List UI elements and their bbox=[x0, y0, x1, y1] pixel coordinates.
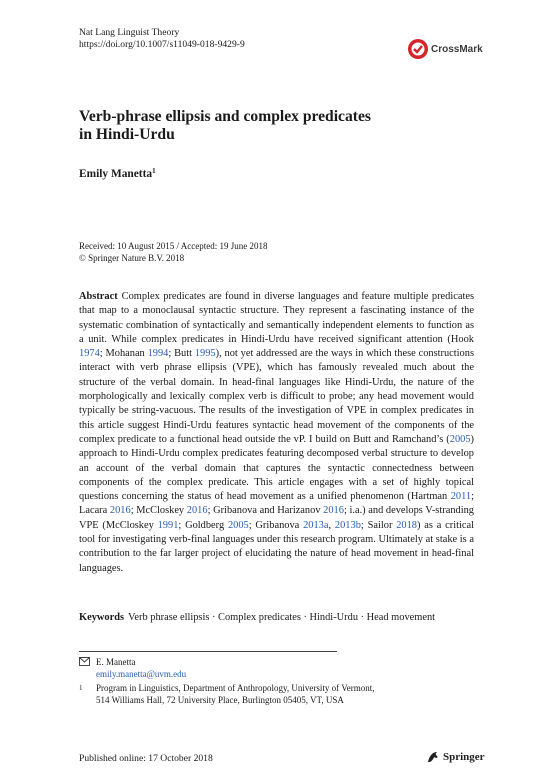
title-line: Verb-phrase ellipsis and complex predicates bbox=[79, 108, 371, 125]
citation-link[interactable]: 2013b bbox=[334, 519, 361, 531]
title-line: in Hindi-Urdu bbox=[79, 126, 175, 143]
abstract-text: ), not yet addressed are the ways in which these constructions interact with verb phrase ellipsis (VPE), which has famously revealed much about the structure of the verbal domain. In head-final languages like Hindi-Urdu, the nature of the morphologically and lexically complex verb is difficult to probe; any head movement would typically be string-vacuous. The results of the investigation of VPE in complex predicates in this article suggest Hindi-Urdu features syntactic head movement of the components of the complex predicate to a functional head outside the vP. I build on Butt and Ramchand’s ( bbox=[79, 348, 474, 445]
journal-name: Nat Lang Linguist Theory bbox=[79, 27, 180, 38]
author-name-text: Emily Manetta bbox=[79, 168, 153, 180]
article-dates bbox=[79, 241, 267, 264]
abstract-text: ; McCloskey bbox=[130, 505, 187, 517]
doi-link[interactable]: https://doi.org/10.1007/s11049-018-9429-9 bbox=[79, 39, 245, 50]
received-accepted: Received: 10 August 2015 / Accepted: 19 June 2018 bbox=[79, 241, 268, 251]
citation-link[interactable]: 1995 bbox=[194, 348, 216, 360]
keywords-text: Verb phrase ellipsis · Complex predicates · Hindi-Urdu · Head movement bbox=[128, 612, 436, 623]
crossmark-label: CrossMark bbox=[431, 43, 483, 55]
keywords-label: Keywords bbox=[79, 612, 125, 623]
abstract-text: ; Lacara bbox=[79, 491, 474, 517]
author-name bbox=[79, 168, 156, 180]
envelope-icon bbox=[79, 657, 96, 670]
abstract-text: ) approach to Hindi-Urdu complex predicates featuring decomposed verbal structure to develop an account of the verbal domain that captures the syntactic connectedness between components of the complex predicate. This article engages with a set of highly topical questions concerning the status of head movement as a unified phenomenon (Hartman bbox=[79, 433, 474, 503]
keywords bbox=[79, 611, 474, 625]
springer-logo bbox=[426, 750, 485, 764]
citation-link[interactable]: 2018 bbox=[396, 519, 417, 531]
journal-header bbox=[79, 27, 245, 51]
publisher-name: Springer bbox=[443, 751, 485, 763]
abstract-text: ; Mohanan bbox=[99, 348, 148, 360]
abstract-text: , bbox=[328, 519, 335, 531]
author-affil-mark: 1 bbox=[152, 167, 156, 175]
citation-link[interactable]: 1994 bbox=[147, 348, 169, 360]
abstract-text: ; Gribanova bbox=[248, 519, 304, 531]
crossmark-icon bbox=[407, 38, 429, 60]
abstract-label: Abstract bbox=[79, 291, 118, 302]
citation-link[interactable]: 1991 bbox=[157, 519, 179, 531]
citation-link[interactable]: 2016 bbox=[323, 505, 344, 517]
abstract-text: ; Goldberg bbox=[178, 519, 228, 531]
citation-link[interactable]: 2005 bbox=[227, 519, 249, 531]
affiliation bbox=[79, 683, 374, 706]
citation-link[interactable]: 2013a bbox=[303, 519, 329, 531]
crossmark-badge[interactable] bbox=[407, 38, 483, 60]
abstract-body bbox=[79, 291, 474, 574]
citation-link[interactable]: 1974 bbox=[79, 348, 100, 360]
citation-link[interactable]: 2016 bbox=[186, 505, 208, 517]
abstract-text: ; i.a.) and develops V-stranding VPE (McCloskey bbox=[79, 505, 474, 531]
abstract-text: ; Sailor bbox=[360, 519, 397, 531]
affil-line2: 514 Williams Hall, 72 University Place, Burlington 05405, VT, USA bbox=[96, 694, 344, 705]
springer-horse-icon bbox=[426, 750, 440, 764]
affil-number: 1 bbox=[79, 684, 83, 692]
corr-email-link[interactable]: emily.manetta@uvm.edu bbox=[96, 668, 187, 679]
affil-line1: Program in Linguistics, Department of Anthropology, University of Vermont, bbox=[96, 683, 375, 693]
published-online: Published online: 17 October 2018 bbox=[79, 753, 213, 764]
footnote-rule bbox=[79, 651, 337, 652]
citation-link[interactable]: 2016 bbox=[109, 505, 131, 517]
citation-link[interactable]: 2011 bbox=[450, 491, 472, 503]
citation-link[interactable]: 2005 bbox=[449, 433, 471, 445]
abstract bbox=[79, 290, 474, 576]
abstract-text: ; Butt bbox=[168, 348, 195, 360]
correspondence bbox=[79, 657, 186, 680]
abstract-text: ; Gribanova and Harizanov bbox=[207, 505, 324, 517]
corr-name: E. Manetta bbox=[96, 657, 136, 667]
abstract-text: Complex predicates are found in diverse languages and feature multiple predicates that map to a monoclausal syntactic structure. They represent a fascinating instance of the systematic combination of syntactically and semantically independent elements to function as a unit. While complex predicates in Hindi-Urdu have received significant attention (Hook bbox=[79, 291, 474, 345]
abstract-text: ) as a critical tool for investigating verb-final languages under this research program. Ultimately at stake is a contribution to the far larger project of elucidating the nature of head movement in head-final languages. bbox=[79, 519, 474, 574]
copyright: © Springer Nature B.V. 2018 bbox=[79, 252, 185, 263]
paper-title bbox=[79, 108, 371, 144]
